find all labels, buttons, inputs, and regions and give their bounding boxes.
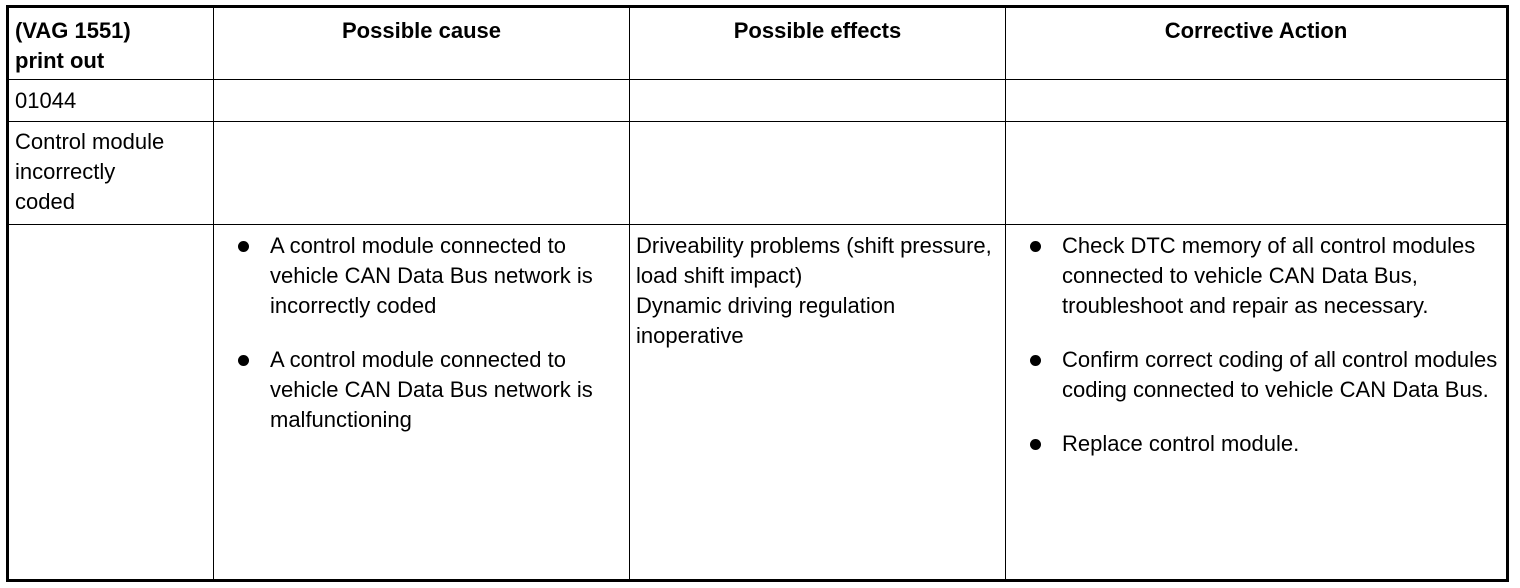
header-row <box>8 7 1508 80</box>
description-line: Control module <box>15 129 165 154</box>
list-item <box>1012 345 1500 405</box>
dtc-code: 01044 <box>8 80 214 122</box>
possible-effects-cell <box>630 225 1006 581</box>
empty-cell <box>214 80 630 122</box>
bullet-icon <box>238 241 249 252</box>
empty-cell <box>1006 122 1508 225</box>
table-row-description <box>8 122 1508 225</box>
table-row-detail <box>8 225 1508 581</box>
dtc-description <box>8 122 214 225</box>
bullet-icon <box>1030 439 1041 450</box>
empty-cell <box>1006 80 1508 122</box>
cause-list <box>220 231 623 435</box>
possible-cause-cell <box>214 225 630 581</box>
table-row-code <box>8 80 1508 122</box>
action-list <box>1012 231 1500 459</box>
action-text: Confirm correct coding of all control modules coding connected to vehicle CAN Data Bus. <box>1062 347 1498 402</box>
empty-cell <box>630 80 1006 122</box>
bullet-icon <box>1030 355 1041 366</box>
header-effects: Possible effects <box>630 7 1006 80</box>
bullet-icon <box>238 355 249 366</box>
empty-cell <box>214 122 630 225</box>
description-line: incorrectly <box>15 159 116 184</box>
list-item <box>1012 231 1500 321</box>
cause-text: A control module connected to vehicle CAN Data Bus network is malfunctioning <box>270 347 593 432</box>
bullet-icon <box>1030 241 1041 252</box>
header-action: Corrective Action <box>1006 7 1508 80</box>
list-item <box>1012 429 1500 459</box>
description-line: coded <box>15 189 75 214</box>
action-text: Check DTC memory of all control modules connected to vehicle CAN Data Bus, troubleshoot and repair as necessary. <box>1062 233 1476 318</box>
empty-cell <box>8 225 214 581</box>
dtc-table <box>6 5 1509 582</box>
header-printout <box>8 7 214 80</box>
header-cause: Possible cause <box>214 7 630 80</box>
list-item <box>220 231 623 321</box>
header-printout-line2: print out <box>15 48 105 73</box>
cause-text: A control module connected to vehicle CAN Data Bus network is incorrectly coded <box>270 233 593 318</box>
effect-text: Driveability problems (shift pressure, load shift impact) <box>636 233 992 288</box>
corrective-action-cell <box>1006 225 1508 581</box>
header-printout-line1: (VAG 1551) <box>15 18 131 43</box>
empty-cell <box>630 122 1006 225</box>
action-text: Replace control module. <box>1062 431 1300 456</box>
list-item <box>220 345 623 435</box>
effect-text: Dynamic driving regulation inoperative <box>636 293 896 348</box>
